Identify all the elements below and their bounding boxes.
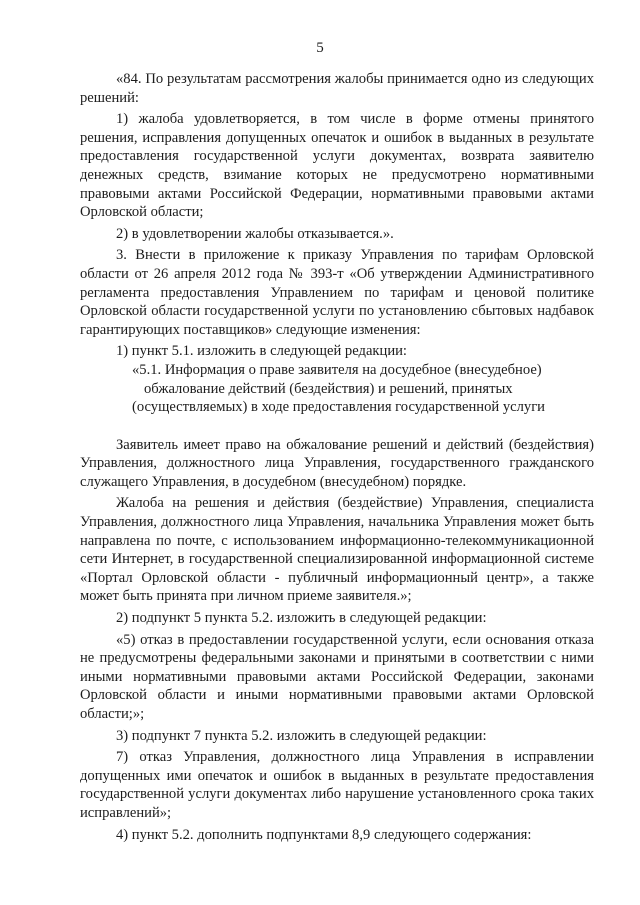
document-body bbox=[80, 70, 594, 844]
section-heading-5-1 bbox=[80, 361, 594, 417]
paragraph-complaint-channels: Жалоба на решения и действия (бездействие) Управления, специалиста Управления, должностного лица Управления, начальника Управления может быть направлена по почте, с использованием информационно-телекоммуникационной сети Интернет, в государственной специализированной информационной системе «Портал Орловской области - публичный информационный центр», а также может быть принята при личном приеме заявителя.»; bbox=[80, 495, 594, 605]
heading-line-2: обжалование действий (бездействия) и решений, принятых bbox=[144, 380, 513, 397]
paragraph-subitem-1: 1) пункт 5.1. изложить в следующей редакции: bbox=[116, 343, 407, 360]
heading-line-3: (осуществляемых) в ходе предоставления государственной услуги bbox=[132, 399, 545, 416]
paragraph-item-3: 3. Внести в приложение к приказу Управления по тарифам Орловской области от 26 апреля 2012 года № 393-т «Об утверждении Административного регламента предоставления Управлением по тарифам и ценовой политике Орловской области государственной услуги по установлению сбытовых надбавок гарантирующих поставщиков» следующие изменения: bbox=[80, 247, 594, 338]
paragraph-84: «84. По результатам рассмотрения жалобы принимается одно из следующих решений: bbox=[80, 71, 594, 106]
paragraph-subitem-2: 2) подпункт 5 пункта 5.2. изложить в следующей редакции: bbox=[116, 610, 487, 627]
paragraph-refusal-5: «5) отказ в предоставлении государственной услуги, если основания отказа не предусмотрены федеральными законами и принятыми в соответствии с ними иными нормативными правовыми актами Российской Федерации, законами Орловской области и иными нормативными правовыми актами Орловской области;»; bbox=[80, 631, 594, 722]
paragraph-refusal-7: 7) отказ Управления, должностного лица Управления в исправлении допущенных ими опечаток и ошибок в выданных в результате предоставления государственной услуги документах либо нарушение установленного срока таких исправлений»; bbox=[80, 749, 594, 821]
paragraph-subitem-4: 4) пункт 5.2. дополнить подпунктами 8,9 следующего содержания: bbox=[116, 826, 532, 843]
paragraph-subitem-3: 3) подпункт 7 пункта 5.2. изложить в следующей редакции: bbox=[116, 727, 487, 744]
paragraph-decision-1: 1) жалоба удовлетворяется, в том числе в форме отмены принятого решения, исправления допущенных опечаток и ошибок в выданных в результате предоставления государственной услуги документах, возврата заявителю денежных средств, взимание которых не предусмотрено нормативными правовыми актами Российской Федерации, нормативными правовыми актами Орловской области; bbox=[80, 111, 594, 221]
paragraph-decision-2: 2) в удовлетворении жалобы отказывается.». bbox=[116, 225, 394, 242]
paragraph-applicant-right: Заявитель имеет право на обжалование решений и действий (бездействия) Управления, должностного лица Управления, государственного гражданского служащего Управления, в досудебном (внесудебном) порядке. bbox=[80, 436, 594, 490]
heading-line-1: «5.1. Информация о праве заявителя на досудебное (внесудебное) bbox=[132, 361, 542, 378]
page-number: 5 bbox=[316, 40, 324, 56]
